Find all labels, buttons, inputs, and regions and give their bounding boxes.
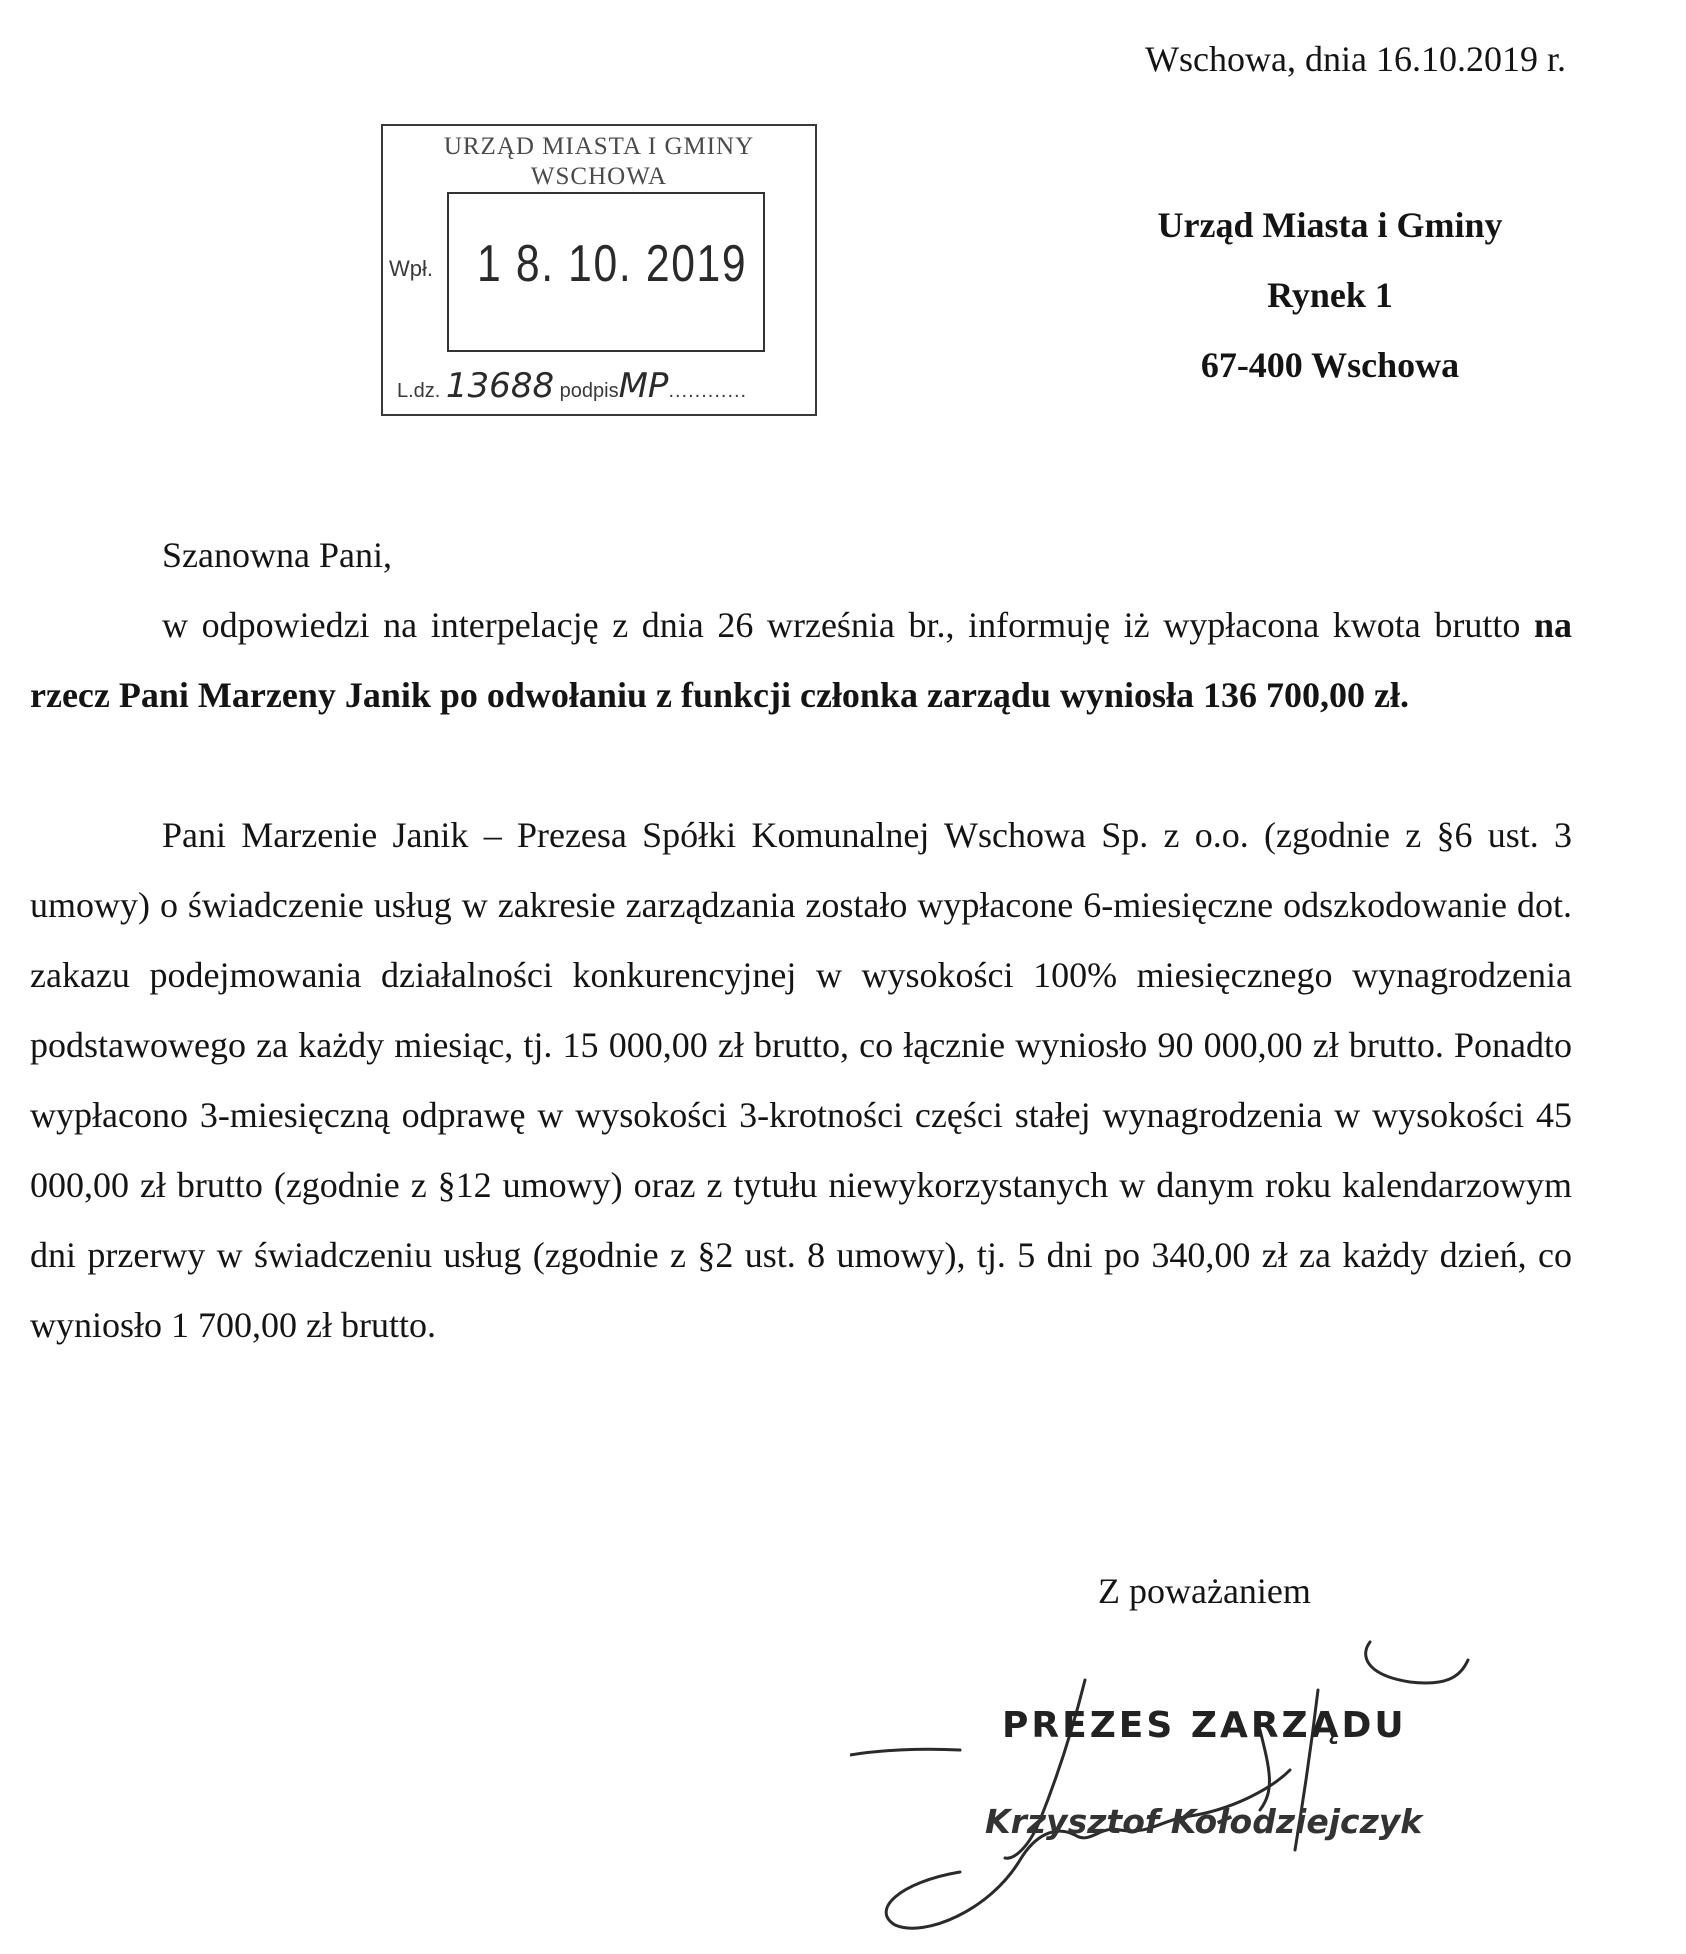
stamp-header-line1: URZĄD MIASTA I GMINY bbox=[443, 133, 755, 160]
stamp-ldz-label: L.dz. bbox=[397, 380, 441, 402]
stamp-header bbox=[383, 132, 815, 192]
stamp-received-date: 1 8. 10. 2019 bbox=[477, 235, 748, 293]
paragraph-1 bbox=[30, 590, 1572, 730]
greeting: Szanowna Pani, bbox=[162, 535, 392, 575]
recipient-line1: Urząd Miasta i Gminy bbox=[1157, 205, 1503, 245]
paragraph-1-lead: w odpowiedzi na interpelację z dnia 26 września br., informuję iż wypłacona kwota brutto bbox=[162, 605, 1534, 645]
stamp-ldz-number: 13688 bbox=[445, 366, 555, 406]
stamp-podpis-initials: MP bbox=[618, 366, 669, 406]
stamp-wpl-label: Wpł. bbox=[389, 256, 433, 281]
place-date: Wschowa, dnia 16.10.2019 r. bbox=[1145, 39, 1566, 79]
stamp-dots: ............ bbox=[668, 380, 748, 402]
registry-stamp bbox=[381, 124, 817, 416]
stamp-date-box bbox=[447, 192, 765, 352]
closing: Z poważaniem bbox=[1098, 1571, 1311, 1611]
stamp-header-line2: WSCHOWA bbox=[530, 163, 668, 190]
letter-body bbox=[30, 520, 1572, 1360]
stamp-podpis-label: podpis bbox=[559, 380, 619, 402]
paragraph-2: Pani Marzenie Janik – Prezesa Spółki Komunalnej Wschowa Sp. z o.o. (zgodnie z §6 ust. 3 umowy) o świadczenie usług w zakresie zarządzania zostało wypłacone 6-miesięczne odszkodowanie dot. zakazu podejmowania działalności konkurencyjnej w wysokości 100% miesięcznego wynagrodzenia podstawowego za każdy miesiąc, tj. 15 000,00 zł brutto, co łącznie wyniosło 90 000,00 zł brutto. Ponadto wypłacono 3-miesięczną odprawę w wysokości 3-krotności części stałej wynagrodzenia w wysokości 45 000,00 zł brutto (zgodnie z §12 umowy) oraz z tytułu niewykorzystanych w danym roku kalendarzowym dni przerwy w świadczeniu usług (zgodnie z §2 ust. 8 umowy), tj. 5 dni po 340,00 zł za każdy dzień, co wyniosło 1 700,00 zł brutto. bbox=[30, 815, 1572, 1345]
handwritten-signature bbox=[850, 1620, 1530, 1950]
signatory-name: Krzysztof Kołodziejczyk bbox=[985, 1802, 1423, 1841]
stamp-footer bbox=[397, 366, 747, 406]
recipient-line2: Rynek 1 bbox=[1267, 275, 1393, 315]
recipient-line3: 67-400 Wschowa bbox=[1200, 345, 1460, 385]
signatory-title: PREZES ZARZĄDU bbox=[1002, 1705, 1407, 1746]
recipient-address bbox=[1080, 190, 1580, 400]
paragraph-1-bold: na rzecz Pani Marzeny Janik po odwołaniu z funkcji członka zarządu wyniosła 136 700,00 zł. bbox=[30, 605, 1572, 715]
